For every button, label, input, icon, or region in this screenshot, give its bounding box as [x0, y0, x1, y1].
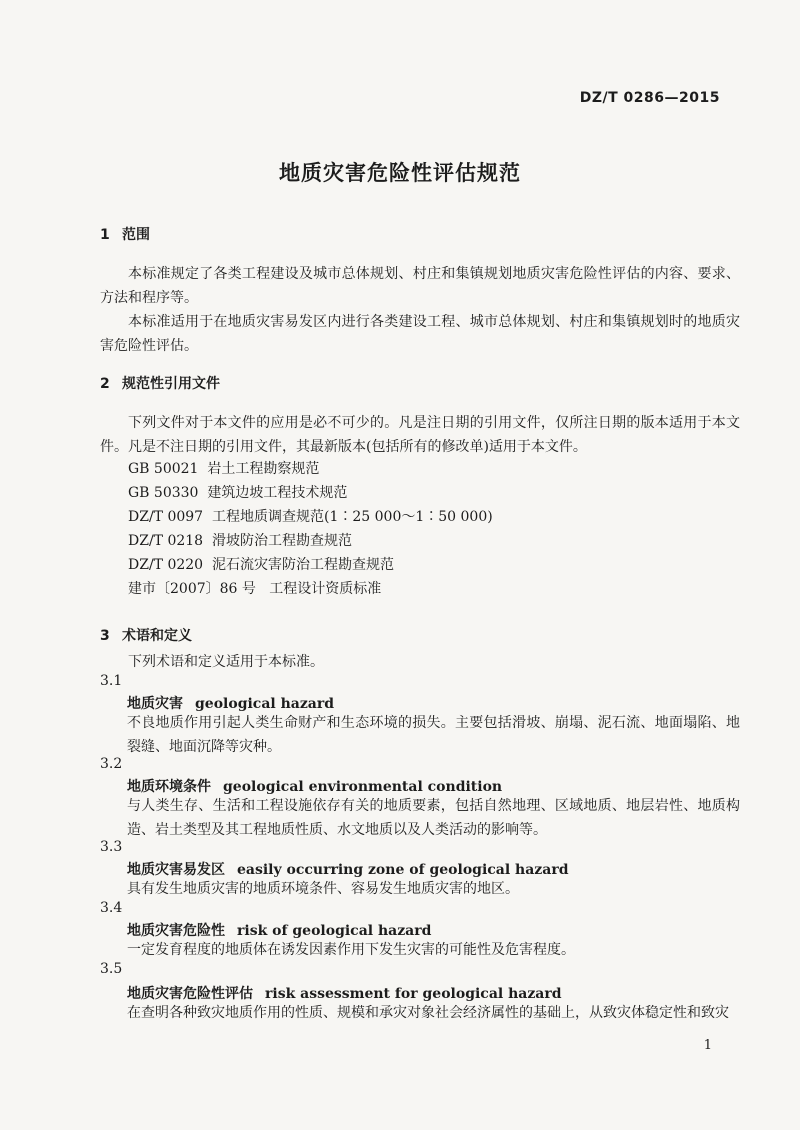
reference-item	[128, 530, 352, 550]
term-en: geological hazard	[195, 696, 335, 712]
term-definition: 一定发育程度的地质体在诱发因素作用下发生灾害的可能性及危害程度。	[127, 942, 575, 958]
reference-code: GB 50021	[128, 461, 199, 477]
term-definition: 在查明各种致灾地质作用的性质、规模和承灾对象社会经济属性的基础上，从致灾体稳定性和致灾	[127, 1005, 729, 1021]
reference-title: 岩土工程勘察规范	[207, 461, 320, 477]
term-definition: 与人类生存、生活和工程设施依存有关的地质要素，包括自然地理、区域地质、地层岩性、地质构造、岩土类型及其工程地质性质、水文地质以及人类活动的影响等。	[127, 798, 740, 838]
term-en: easily occurring zone of geological hazard	[237, 862, 569, 878]
standard-code: DZ/T 0286—2015	[579, 90, 720, 106]
term-heading	[127, 776, 502, 796]
reference-code: GB 50330	[128, 485, 199, 501]
section-heading-3	[100, 625, 192, 645]
term-definition: 不良地质作用引起人类生命财产和生态环境的损失。主要包括滑坡、崩塌、泥石流、地面塌陷、地裂缝、地面沉降等灾种。	[127, 715, 740, 755]
reference-code: DZ/T 0220	[128, 557, 204, 573]
term-definition: 具有发生地质灾害的地质环境条件、容易发生地质灾害的地区。	[127, 881, 519, 897]
page-number: 1	[703, 1038, 712, 1053]
section-number: 3	[100, 628, 110, 644]
section-title: 范围	[122, 227, 150, 243]
term-cn: 地质灾害危险性评估	[127, 986, 253, 1002]
paragraph: 下列文件对于本文件的应用是必不可少的。凡是注日期的引用文件，仅所注日期的版本适用于本文件。凡是不注日期的引用文件，其最新版本(包括所有的修改单)适用于本文件。	[100, 415, 740, 455]
term-cn: 地质灾害	[127, 696, 183, 712]
term-cn: 地质灾害危险性	[127, 923, 225, 939]
paragraph: 本标准规定了各类工程建设及城市总体规划、村庄和集镇规划地质灾害危险性评估的内容、要求、方法和程序等。	[100, 266, 740, 306]
reference-title: 工程地质调查规范(1∶25 000～1∶50 000)	[212, 509, 493, 525]
section-number: 1	[100, 227, 110, 243]
term-number: 3.1	[100, 673, 123, 689]
term-cn: 地质灾害易发区	[127, 862, 225, 878]
reference-code: DZ/T 0218	[128, 533, 204, 549]
term-en: geological environmental condition	[223, 779, 503, 795]
term-heading	[127, 693, 334, 713]
paragraph: 本标准适用于在地质灾害易发区内进行各类建设工程、城市总体规划、村庄和集镇规划时的地质灾害危险性评估。	[100, 314, 740, 354]
term-number: 3.4	[100, 900, 123, 916]
paragraph: 下列术语和定义适用于本标准。	[128, 654, 324, 670]
term-en: risk of geological hazard	[237, 923, 432, 939]
reference-item	[128, 506, 493, 526]
term-number: 3.3	[100, 839, 123, 855]
page-title: 地质灾害危险性评估规范	[279, 161, 521, 185]
section-title: 术语和定义	[122, 628, 192, 644]
reference-item	[128, 458, 319, 478]
reference-title: 滑坡防治工程勘查规范	[212, 533, 352, 549]
section-heading-1	[100, 224, 150, 244]
term-en: risk assessment for geological hazard	[265, 986, 562, 1002]
section-title: 规范性引用文件	[122, 376, 220, 392]
section-heading-2	[100, 373, 220, 393]
term-heading	[127, 920, 431, 940]
reference-item	[128, 554, 394, 574]
reference-item	[128, 482, 347, 502]
reference-title: 工程设计资质标准	[269, 581, 382, 597]
reference-title: 泥石流灾害防治工程勘查规范	[212, 557, 394, 573]
section-number: 2	[100, 376, 110, 392]
reference-code: DZ/T 0097	[128, 509, 204, 525]
term-number: 3.2	[100, 756, 123, 772]
term-heading	[127, 859, 569, 879]
term-cn: 地质环境条件	[127, 779, 211, 795]
term-heading	[127, 983, 562, 1003]
reference-code: 建市〔2007〕86 号	[128, 581, 256, 597]
term-number: 3.5	[100, 961, 123, 977]
reference-title: 建筑边坡工程技术规范	[207, 485, 348, 501]
reference-item	[128, 578, 381, 598]
